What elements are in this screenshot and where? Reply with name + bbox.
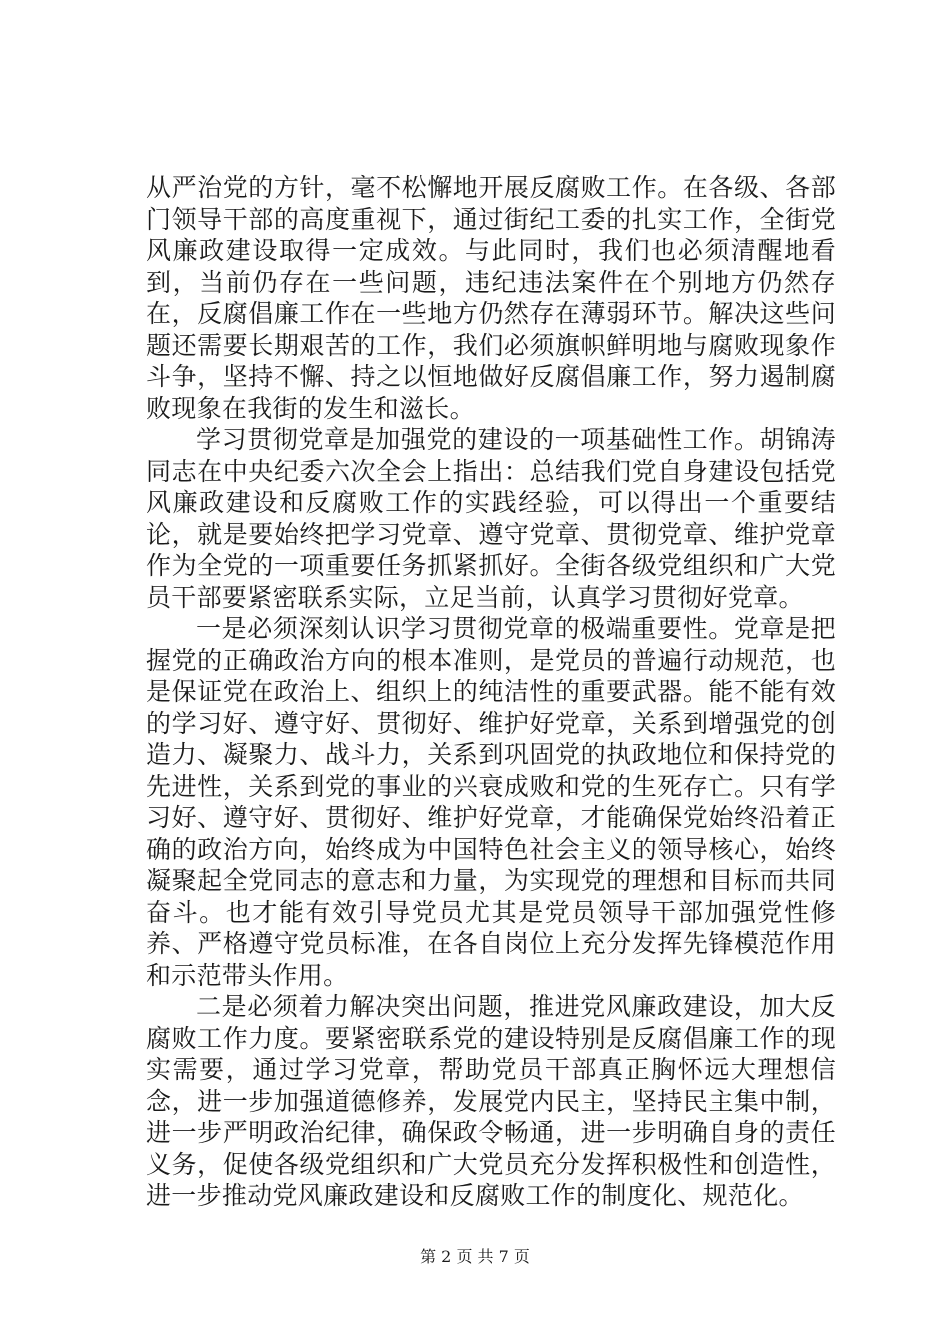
page-number-footer: 第 2 页 共 7 页 [420,1247,530,1266]
paragraph-4: 二是必须着力解决突出问题，推进党风廉政建设，加大反腐败工作力度。要紧密联系党的建设特别是反腐倡廉工作的现实需要，通过学习党章，帮助党员干部真正胸怀远大理想信念，进一步加强道德修养，发展党内民主，坚持民主集中制，进一步严明政治纪律，确保政令畅通，进一步明确自身的责任义务，促使各级党组织和广大党员充分发挥积极性和创造性，进一步推动党风廉政建设和反腐败工作的制度化、规范化。 [146,992,836,1210]
document-body [146,172,836,1212]
paragraph-2: 学习贯彻党章是加强党的建设的一项基础性工作。胡锦涛同志在中央纪委六次全会上指出：总结我们党自身建设包括党风廉政建设和反腐败工作的实践经验，可以得出一个重要结论，就是要始终把学习党章、遵守党章、贯彻党章、维护党章作为全党的一项重要任务抓紧抓好。全街各级党组织和广大党员干部要紧密联系实际，立足当前，认真学习贯彻好党章。 [146,425,836,612]
paragraph-1: 从严治党的方针，毫不松懈地开展反腐败工作。在各级、各部门领导干部的高度重视下，通过街纪工委的扎实工作，全街党风廉政建设取得一定成效。与此同时，我们也必须清醒地看到，当前仍存在一些问题，违纪违法案件在个别地方仍然存在，反腐倡廉工作在一些地方仍然存在薄弱环节。解决这些问题还需要长期艰苦的工作，我们必须旗帜鲜明地与腐败现象作斗争，坚持不懈、持之以恒地做好反腐倡廉工作，努力遏制腐败现象在我街的发生和滋长。 [146,173,836,423]
paragraph-3: 一是必须深刻认识学习贯彻党章的极端重要性。党章是把握党的正确政治方向的根本准则，是党员的普遍行动规范，也是保证党在政治上、组织上的纯洁性的重要武器。能不能有效的学习好、遵守好、贯彻好、维护好党章，关系到增强党的创造力、凝聚力、战斗力，关系到巩固党的执政地位和保持党的先进性，关系到党的事业的兴衰成败和党的生死存亡。只有学习好、遵守好、贯彻好、维护好党章，才能确保党始终沿着正确的政治方向，始终成为中国特色社会主义的领导核心，始终凝聚起全党同志的意志和力量，为实现党的理想和目标而共同奋斗。也才能有效引导党员尤其是党员领导干部加强党性修养、严格遵守党员标准，在各自岗位上充分发挥先锋模范作用和示范带头作用。 [146,614,836,990]
